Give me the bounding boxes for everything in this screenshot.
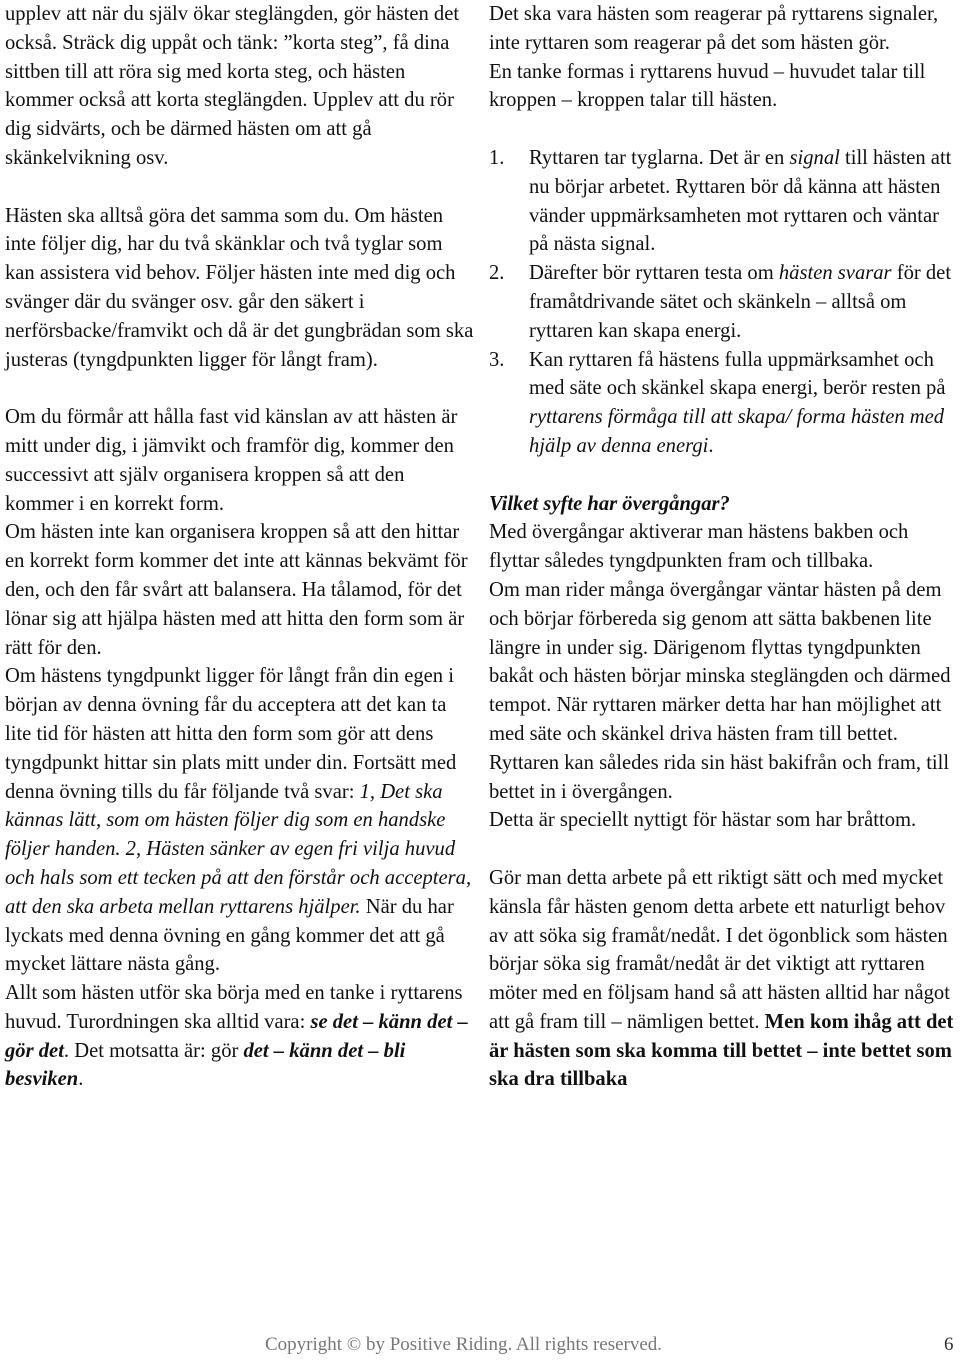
text-run: .: [708, 434, 714, 457]
text-run: .: [78, 1068, 84, 1091]
paragraph: [5, 662, 475, 979]
italic-text: ryttarens förmåga till att skapa/ forma hästen med hjälp av denna energi: [529, 406, 945, 457]
text-run: Om hästens tyngdpunkt ligger för långt från din egen i början av denna övning får du acceptera att det kan ta lite tid för hästen att hitta den form som gör att dens tyngdpunkt hittar sin plats mitt under din. Fortsätt med denna övning tills du får följande två svar:: [5, 665, 457, 803]
italic-text: hästen svarar: [778, 262, 892, 285]
text-run: Därefter bör ryttaren testa om: [529, 262, 779, 285]
paragraph: Detta är speciellt nyttigt för hästar som har bråttom.: [489, 809, 917, 832]
bold-italic-text: se det – känn det – gör det: [5, 1010, 468, 1062]
text-run: till hästen att nu börjar arbetet. Ryttaren bör då känna att hästen vänder uppmärksamheten mot ryttaren och väntar på nästa signal.: [529, 146, 952, 256]
left-column: [5, 0, 475, 1094]
list-number: 1.: [489, 146, 505, 169]
list-item: [489, 259, 959, 345]
paragraph: [489, 864, 959, 1094]
paragraph-gap: [489, 461, 959, 490]
list-item: [489, 144, 959, 259]
paragraph-gap: [489, 835, 959, 864]
paragraph: [5, 979, 475, 1094]
list-text: [529, 144, 959, 259]
list-text: [529, 346, 959, 461]
paragraph-gap: [5, 374, 475, 403]
italic-text: 1, Det ska kännas lätt, som om hästen följer dig som en handske följer handen. 2, Hästen sänker av egen fri vilja huvud och hals som ett tecken på att den förstår och acceptera, att den ska arbeta mellan ryttarens hjälper.: [5, 780, 472, 918]
paragraph-gap: [5, 173, 475, 202]
list-item: [489, 346, 959, 461]
text-run: Ryttaren tar tyglarna. Det är en: [529, 146, 790, 169]
paragraph: upplev att när du själv ökar steglängden, gör hästen det också. Sträck dig uppåt och tänk: ”korta steg”, få dina sittben till att röra sig med korta steg, och hästen kommer också att korta steglängden. Upplev att du rör dig sidvärts, och be därmed hästen om att gå skänkelvikning osv.: [5, 3, 460, 169]
page-number: 6: [944, 1334, 954, 1355]
paragraph: Om du förmår att hålla fast vid känslan av att hästen är mitt under dig, i jämvikt och framför dig, kommer den successivt att själv organisera kroppen så att den kommer i en korrekt form.: [5, 406, 458, 515]
bold-italic-text: det – känn det – bli besviken: [5, 1039, 406, 1091]
paragraph-gap: [489, 115, 959, 144]
paragraph: Om hästen inte kan organisera kroppen så att den hittar en korrekt form kommer det inte att kännas bekvämt för den, och den får svårt att balansera. Ha tålamod, för det lönar sig att hjälpa hästen med att hitta den form som är rätt för den.: [5, 521, 468, 659]
paragraph: Det ska vara hästen som reagerar på ryttarens signaler, inte ryttaren som reagerar på det som hästen gör.: [489, 3, 939, 54]
text-run: När du har lyckats med denna övning en gång kommer det att gå mycket lättare nästa gång.: [5, 895, 454, 976]
paragraph: Om man rider många övergångar väntar hästen på dem och börjar förbereda sig genom att sätta bakbenen lite längre in under sig. Därigenom flyttas tyngdpunkten bakåt och hästen börjar minska steglängden och därmed tempot. När ryttaren märker detta har han möjlighet att med säte och skänkel driva hästen fram till bettet. Ryttaren kan således rida sin häst bakifrån och fram, till bettet in i övergången.: [489, 578, 951, 803]
list-number: 3.: [489, 348, 505, 371]
text-run: Kan ryttaren få hästens fulla uppmärksamhet och med säte och skänkel skapa energi, berör resten på: [529, 348, 946, 400]
list-text: [529, 259, 959, 345]
right-column: [489, 0, 959, 1094]
italic-text: signal: [789, 146, 840, 169]
paragraph: Med övergångar aktiverar man hästens bakben och flyttar således tyngdpunkten fram och tillbaka.: [489, 521, 909, 573]
paragraph: Hästen ska alltså göra det samma som du. Om hästen inte följer dig, har du två skänklar och två tyglar som kan assistera vid behov. Följer hästen inte med dig och svänger där du svänger osv. går den säkert i nerförsbacke/framvikt och då är det gungbrädan som ska justeras (tyngdpunkten ligger för långt fram).: [5, 204, 474, 371]
list-number: 2.: [489, 262, 505, 285]
text-run: för det framåtdrivande sätet och skänkeln – alltså om ryttaren kan skapa energi.: [529, 262, 952, 342]
text-run: Gör man detta arbete på ett riktigt sätt och med mycket känsla får hästen genom detta arbete ett naturligt behov av att söka sig framåt/nedåt. I det ögonblick som hästen börjar söka sig framåt/nedåt är det viktigt att ryttaren möter med en följsam hand så att hästen alltid har något att gå fram till – nämligen bettet.: [489, 866, 950, 1033]
text-run: Allt som hästen utför ska börja med en tanke i ryttarens huvud. Turordningen ska alltid vara:: [5, 982, 463, 1033]
paragraph: En tanke formas i ryttarens huvud – huvudet talar till kroppen – kroppen talar till hästen.: [489, 60, 926, 112]
bold-text: Men kom ihåg att det är hästen som ska komma till bettet – inte bettet som ska dra tillbaka: [489, 1010, 954, 1091]
section-heading: [489, 490, 959, 519]
heading-text: Vilket syfte har övergångar?: [489, 492, 730, 515]
text-run: . Det motsatta är: gör: [63, 1039, 244, 1062]
copyright-notice: Copyright © by Positive Riding. All rights reserved.: [265, 1334, 663, 1355]
